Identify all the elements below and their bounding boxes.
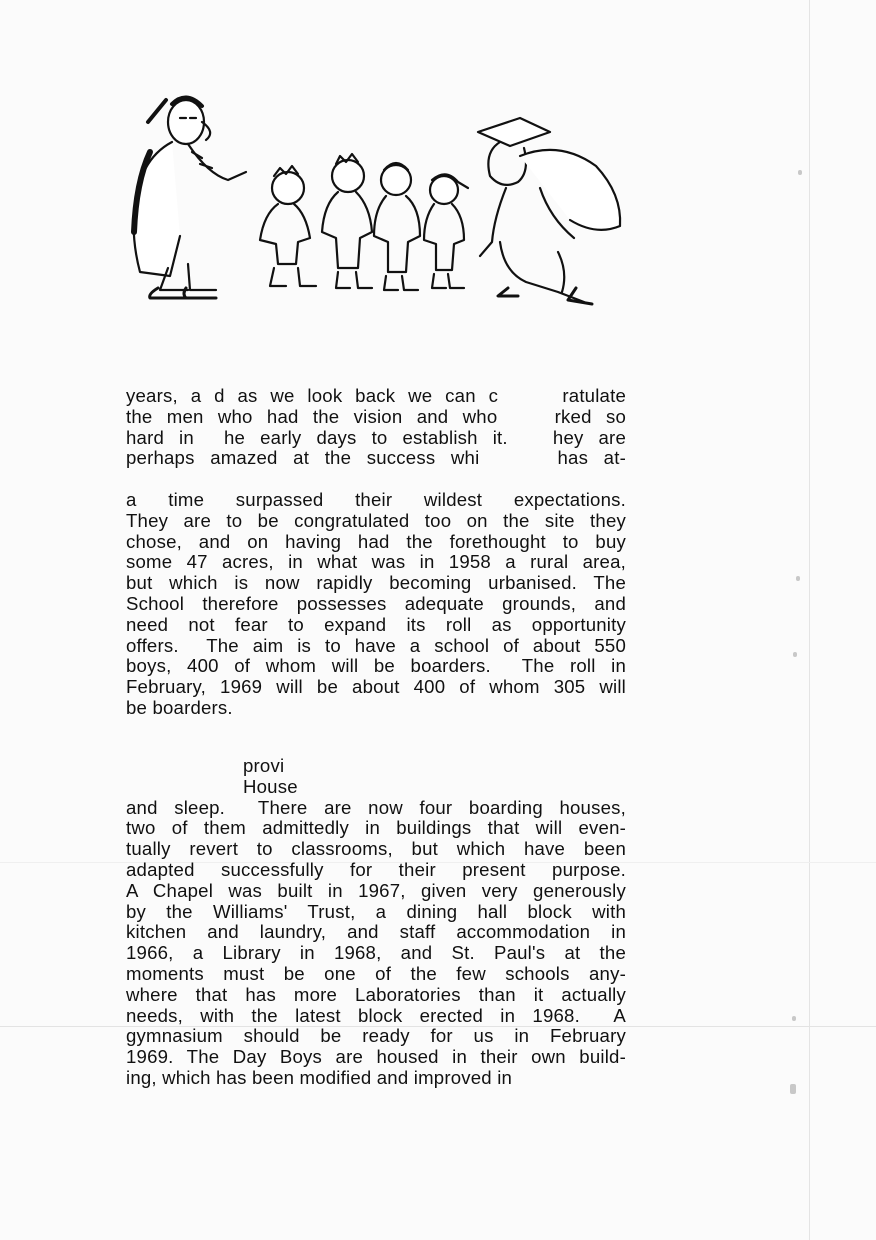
text-line: boys, 400 of whom will be boarders. The roll in [126,655,626,677]
text-line: February, 1969 will be about 400 of whom 305 will [126,676,626,698]
text-line: kitchen and laundry, and staff accommodation in [126,921,626,943]
text-line: A Chapel was built in 1967, given very generously [126,879,626,901]
text-line: years, a d as we look back we can c ratulate [126,385,626,406]
cartoon-illustration [128,92,628,310]
boy-figure [424,174,468,288]
text-line: perhaps amazed at the success whi has at- [126,447,626,469]
boy-figure [260,166,316,286]
scan-speck [793,652,797,657]
text-line: adapted successfully for their present purpose. [126,858,626,880]
boy-figure [322,154,372,288]
text-line: a time surpassed their wildest expectations. [126,489,626,510]
text-line: They are to be congratulated too on the site they [126,509,626,531]
graduate-figure [478,118,620,304]
text-line: hard in he early days to establish it. hey are [126,426,626,448]
page-edge [809,0,810,1240]
text-line: moments must be one of the few schools any- [126,962,626,984]
scan-speck [796,576,800,581]
text-line: 1969. The Day Boys are housed in their own build- [126,1046,626,1068]
text-line: two of them admittedly in buildings that will even- [126,817,626,839]
text-line: 1966, a Library in 1968, and St. Paul's at the [126,942,626,964]
text-line: offers. The aim is to have a school of about 550 [126,634,626,656]
text-line: by the Williams' Trust, a dining hall block with [126,900,626,922]
text-line: the men who had the vision and who rked so [126,405,626,427]
text-line: needs, with the latest block erected in 1968. A [126,1004,626,1026]
boy-figure [374,163,420,290]
paragraph-2 [126,490,626,719]
text-line: some 47 acres, in what was in 1958 a rural area, [126,551,626,573]
text-line: gymnasium should be ready for us in February [126,1025,626,1047]
paragraph-1 [126,386,626,469]
text-line: need not fear to expand its roll as opportunity [126,613,626,635]
scan-speck [792,1016,796,1021]
scan-speck [790,1084,796,1094]
text-line: ing, which has been modified and improved in [126,1066,513,1088]
teacher-figure [134,97,246,298]
text-line: but which is now rapidly becoming urbanised. The [126,572,626,594]
text-fragment: House [243,775,298,797]
text-line: chose, and on having had the forethought to buy [126,530,626,552]
text-line: be boarders. [126,696,233,718]
text-line: School therefore possesses adequate grounds, and [126,592,626,614]
text-line: and sleep. There are now four boarding houses, [126,796,626,818]
text-line: where that has more Laboratories than it actually [126,983,626,1005]
text-fragment: provi [243,755,285,776]
scan-speck [798,170,802,175]
text-line: tually revert to classrooms, but which have been [126,838,626,860]
paragraph-3 [126,756,626,1089]
